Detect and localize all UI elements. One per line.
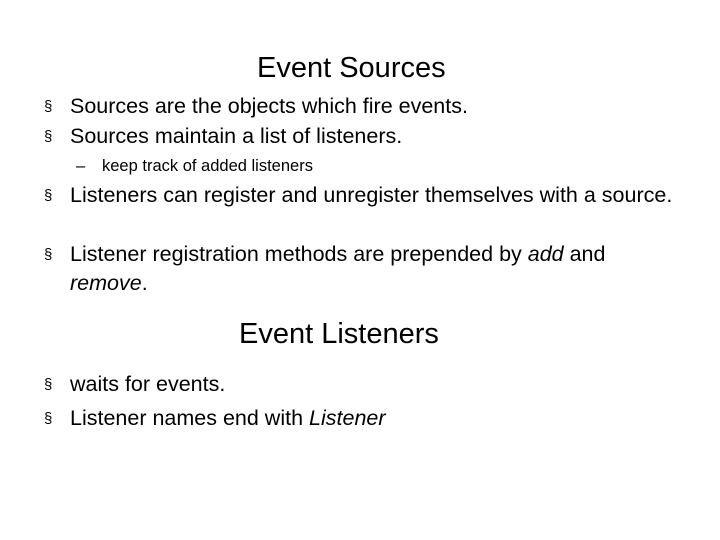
bullet-text: Listeners can register and unregister themselves with a source. <box>70 183 673 207</box>
bullet-text-start: Listener names end with <box>70 406 310 430</box>
sub-list-item <box>76 155 676 177</box>
bullet-icon: § <box>44 128 53 145</box>
listener-keyword: Listener <box>309 406 386 430</box>
remove-keyword: remove <box>70 271 142 295</box>
event-listeners-title: Event Listeners <box>239 318 439 350</box>
bullet-icon: § <box>44 187 53 204</box>
bullet-icon: § <box>44 376 53 393</box>
list-item <box>44 181 684 239</box>
list-item <box>44 122 684 151</box>
bullet-text: waits for events. <box>70 372 226 396</box>
period-text: . <box>141 271 148 295</box>
add-keyword: add <box>527 242 564 266</box>
conjunction-text: and <box>563 242 606 266</box>
bullet-text-start: Listener registration methods are prepended by <box>70 242 528 266</box>
bullet-text <box>70 404 680 433</box>
event-sources-title: Event Sources <box>257 52 446 84</box>
bullet-icon: § <box>44 410 53 427</box>
list-item <box>44 240 684 298</box>
list-item <box>44 92 684 121</box>
list-item <box>44 370 684 399</box>
bullet-icon: § <box>44 98 53 115</box>
dash-icon: – <box>76 157 86 175</box>
list-item <box>44 404 684 433</box>
bullet-text <box>70 240 680 298</box>
bullet-icon: § <box>44 246 53 263</box>
bullet-text: Sources are the objects which fire events. <box>70 94 468 118</box>
sub-bullet-text: keep track of added listeners <box>102 157 313 175</box>
bullet-text: Sources maintain a list of listeners. <box>70 124 403 148</box>
